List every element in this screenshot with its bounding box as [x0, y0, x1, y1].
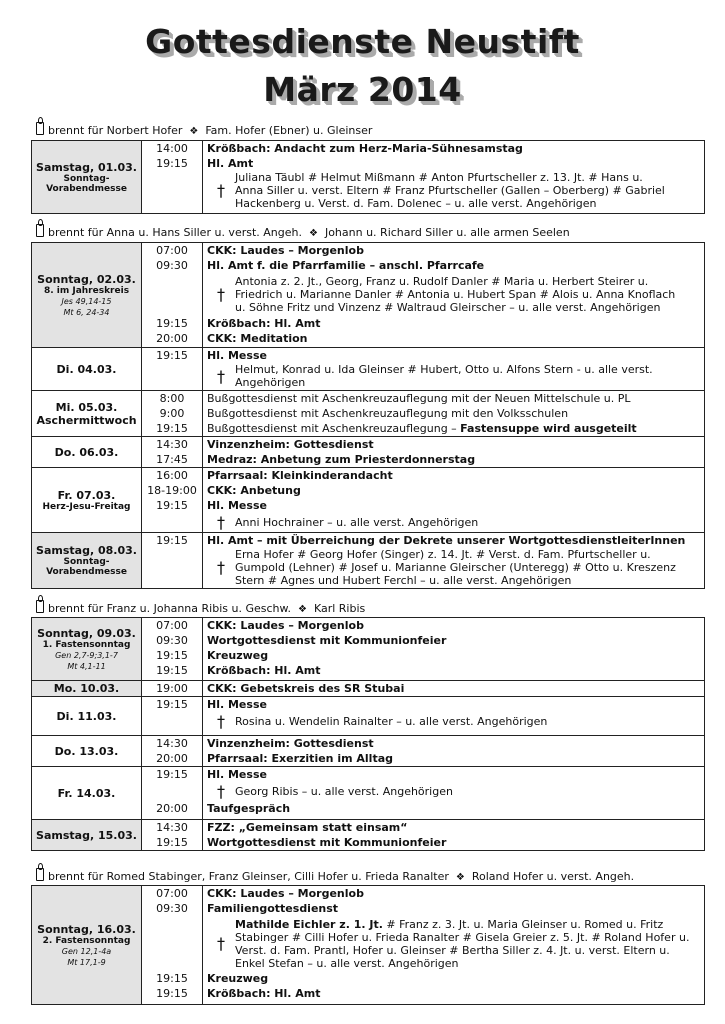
cross-icon: †: [217, 181, 225, 200]
time: 19:15: [156, 422, 188, 435]
table-row: [32, 681, 705, 697]
day-cell: [32, 820, 142, 851]
mass-intentions: [207, 548, 704, 587]
day-sub: 8. im Jahreskreis: [43, 285, 130, 296]
candle-icon: [36, 224, 44, 237]
time: 19:15: [156, 649, 188, 662]
mass-intentions: [207, 712, 704, 731]
time-cell: [142, 243, 203, 348]
day-cell: [32, 697, 142, 736]
reading: Mt 4,1-11: [67, 661, 106, 671]
intention-line: Gumpold (Lehner) # Josef u. Marianne Gleirscher (Unteregg) # Otto u. Kreszenz: [235, 561, 676, 574]
cross-icon: †: [217, 782, 225, 801]
candle-dedication: [36, 599, 365, 615]
time-cell: [142, 348, 203, 391]
event-cell: [203, 348, 705, 391]
intention-line: u. Söhne Fritz und Vinzenz # Waltraud Gleirscher – u. alle verst. Angehörigen: [235, 301, 661, 314]
time-cell: [142, 468, 203, 533]
day-cell: [32, 391, 142, 437]
event: CKK: Anbetung: [207, 484, 301, 497]
candle-icon: [36, 868, 44, 881]
candle-right: Fam. Hofer (Ebner) u. Gleinser: [205, 124, 373, 137]
event-cell: [203, 141, 705, 214]
intention-line: Georg Ribis – u. alle verst. Angehörigen: [235, 785, 453, 798]
day-name: Samstag, 08.03.: [36, 544, 137, 557]
candle-right: Roland Hofer u. verst. Angeh.: [471, 870, 635, 883]
reading: Jes 49,14-15: [61, 296, 112, 306]
intention-line: Anna Siller u. verst. Eltern # Franz Pfurtscheller (Gallen – Oberberg) # Gabriel: [235, 184, 665, 197]
event-cell: [203, 391, 705, 437]
day-sub: 1. Fastensonntag: [42, 639, 131, 650]
event-text: Bußgottesdienst mit Aschenkreuzauflegung –: [207, 422, 461, 435]
day-cell: [32, 618, 142, 681]
time: 07:00: [156, 244, 188, 257]
intention-line: Helmut, Konrad u. Ida Gleinser # Hubert, Otto u. Alfons Stern - u. alle verst.: [235, 363, 653, 376]
day-name: Do. 13.03.: [54, 744, 119, 758]
event: Vinzenzheim: Gottesdienst: [207, 438, 374, 451]
event: Hl. Amt: [207, 157, 254, 170]
table-row: [32, 697, 705, 736]
day-sub: 2. Fastensonntag: [42, 935, 131, 946]
table-row: [32, 141, 705, 214]
event: Wortgottesdienst mit Kommunionfeier: [207, 836, 447, 849]
time: 19:15: [156, 664, 188, 677]
intention-line: Rosina u. Wendelin Rainalter – u. alle verst. Angehörigen: [235, 715, 548, 728]
schedule-table: [31, 617, 705, 851]
cross-icon: †: [217, 366, 225, 386]
event: Hl. Messe: [207, 768, 267, 781]
day-name: Samstag, 01.03.: [36, 160, 137, 174]
cross-icon: †: [217, 285, 225, 304]
time-cell: [142, 533, 203, 589]
intention-highlight: Mathilde Eichler z. 1. Jt.: [235, 917, 383, 931]
day-cell: [32, 736, 142, 767]
time: 19:15: [156, 972, 188, 985]
time: 19:15: [156, 157, 188, 170]
event-cell: [203, 437, 705, 468]
event: Bußgottesdienst mit Aschenkreuzauflegung mit der Neuen Mittelschule u. PL: [207, 392, 631, 405]
day-name: Di. 04.03.: [56, 362, 117, 376]
candle-icon: [36, 600, 44, 613]
table-row: [32, 767, 705, 820]
event: Familiengottesdienst: [207, 902, 339, 915]
page-title: Gottesdienste Neustift: [145, 22, 580, 61]
time-cell: [142, 618, 203, 681]
separator-icon: ❖: [189, 126, 199, 137]
event: Hl. Messe: [207, 349, 267, 362]
candle-dedication: [36, 867, 634, 883]
event-cell: [203, 886, 705, 1005]
candle-right: Johann u. Richard Siller u. alle armen Seelen: [324, 226, 570, 239]
day-name: Sonntag, 09.03.: [37, 626, 136, 640]
table-row: [32, 243, 705, 348]
table-row: [32, 533, 705, 589]
day-cell: [32, 348, 142, 391]
schedule-table: [31, 242, 705, 589]
event: Medraz: Anbetung zum Priesterdonnerstag: [207, 453, 476, 466]
candle-left: brennt für Romed Stabinger, Franz Gleinser, Cilli Hofer u. Frieda Ranalter: [48, 870, 449, 883]
intention-line: Stern # Agnes und Hubert Ferchl – u. alle verst. Angehörigen: [235, 574, 572, 587]
time: 09:30: [156, 634, 188, 647]
time: 20:00: [156, 752, 188, 765]
day-name: Samstag, 15.03.: [36, 828, 137, 842]
page-subtitle: März 2014: [263, 70, 462, 109]
event: Krößbach: Hl. Amt: [207, 317, 321, 330]
event: Krößbach: Andacht zum Herz-Maria-Sühnesamstag: [207, 142, 523, 155]
mass-intentions: [207, 363, 704, 389]
event-cell: [203, 533, 705, 589]
table-row: [32, 348, 705, 391]
event: Krößbach: Hl. Amt: [207, 987, 321, 1000]
event: [207, 421, 704, 436]
time: 19:15: [156, 836, 188, 849]
table-row: [32, 391, 705, 437]
event-cell: [203, 767, 705, 820]
day-cell: [32, 437, 142, 468]
time: 9:00: [159, 407, 185, 420]
event: Hl. Messe: [207, 698, 267, 711]
event: Hl. Amt f. die Pfarrfamilie – anschl. Pfarrcafe: [207, 259, 485, 272]
time-cell: [142, 886, 203, 1005]
time-cell: [142, 141, 203, 214]
time: 09:30: [156, 259, 188, 272]
event-cell: [203, 697, 705, 736]
reading: Mt 17,1-9: [67, 957, 106, 967]
day-name: Mi. 05.03.: [55, 400, 118, 414]
day-sub: Vorabendmesse: [46, 183, 127, 194]
event: FZZ: „Gemeinsam statt einsam“: [207, 821, 408, 834]
reading: Gen 12,1-4a: [61, 946, 112, 956]
event: CKK: Gebetskreis des SR Stubai: [207, 682, 405, 695]
event: Kreuzweg: [207, 649, 269, 662]
table-row: [32, 736, 705, 767]
event-cell: [203, 820, 705, 851]
event-cell: [203, 681, 705, 697]
intention-line: Friedrich u. Marianne Danler # Antonia u. Hubert Span # Alois u. Anna Knoflach: [235, 288, 676, 301]
time: 14:30: [156, 737, 188, 750]
event: Hl. Messe: [207, 499, 267, 512]
intention-line: Anni Hochrainer – u. alle verst. Angehörigen: [235, 516, 479, 529]
time: 19:15: [156, 987, 188, 1000]
day-cell: [32, 243, 142, 348]
time: 07:00: [156, 619, 188, 632]
mass-intentions: [207, 782, 704, 801]
intention-line: Erna Hofer # Georg Hofer (Singer) z. 14. Jt. # Verst. d. Fam. Pfurtscheller u.: [235, 548, 651, 561]
time: 17:45: [156, 453, 188, 466]
time: 19:15: [156, 534, 188, 547]
day-name: Fr. 07.03.: [57, 488, 116, 502]
intention-line: Angehörigen: [235, 376, 306, 389]
candle-left: brennt für Anna u. Hans Siller u. verst. Angeh.: [48, 226, 302, 239]
cross-icon: †: [217, 558, 225, 577]
day-cell: [32, 886, 142, 1005]
schedule-table: [31, 885, 705, 1005]
mass-intentions: [207, 513, 704, 532]
candle-dedication: [36, 121, 372, 137]
time: 20:00: [156, 802, 188, 815]
day-name: Sonntag, 16.03.: [37, 922, 136, 936]
event: Kreuzweg: [207, 972, 269, 985]
intention-line: Juliana Täubl # Helmut Mißmann # Anton Pfurtscheller z. 13. Jt. # Hans u.: [235, 171, 643, 184]
separator-icon: ❖: [297, 604, 307, 615]
time: 14:00: [156, 142, 188, 155]
day-name: Sonntag, 02.03.: [37, 272, 136, 286]
event: Vinzenzheim: Gottesdienst: [207, 737, 374, 750]
day-name: Fr. 14.03.: [57, 786, 116, 800]
day-sub: Aschermittwoch: [36, 413, 137, 427]
event-cell: [203, 618, 705, 681]
day-name: Di. 11.03.: [56, 709, 117, 723]
cross-icon: †: [217, 934, 225, 953]
time: 16:00: [156, 469, 188, 482]
time: 19:15: [156, 698, 188, 711]
time-cell: [142, 767, 203, 820]
time: 14:30: [156, 438, 188, 451]
reading: Mt 6, 24-34: [63, 307, 110, 317]
cross-icon: †: [217, 712, 225, 731]
event-cell: [203, 736, 705, 767]
candle-dedication: [36, 223, 570, 239]
separator-icon: ❖: [455, 872, 465, 883]
day-cell: [32, 681, 142, 697]
table-row: [32, 820, 705, 851]
table-row: [32, 437, 705, 468]
day-name: Mo. 10.03.: [53, 682, 120, 695]
event: Krößbach: Hl. Amt: [207, 664, 321, 677]
time-cell: [142, 391, 203, 437]
day-cell: [32, 767, 142, 820]
time: 07:00: [156, 887, 188, 900]
intention-text: # Franz z. 3. Jt. u. Maria Gleinser u. Romed u. Fritz: [382, 917, 664, 931]
day-sub: Sonntag-: [63, 173, 110, 184]
time-cell: [142, 681, 203, 697]
separator-icon: ❖: [308, 228, 318, 239]
intention-line: Stabinger # Cilli Hofer u. Frieda Ranalter # Gisela Greier z. 5. Jt. # Roland Hofer u.: [235, 930, 690, 944]
event: CKK: Meditation: [207, 332, 308, 345]
mass-intentions: [207, 273, 704, 316]
reading: Gen 2,7-9;3,1-7: [55, 650, 118, 660]
time-cell: [142, 437, 203, 468]
time: 19:00: [156, 682, 188, 695]
day-cell: [32, 533, 142, 589]
intention-line: Verst. d. Fam. Prantl, Hofer u. Gleinser # Bertha Siller z. 4. Jt. u. verst. Eltern u.: [235, 943, 670, 957]
event: Hl. Amt – mit Überreichung der Dekrete unserer WortgottesdienstleiterInnen: [207, 534, 686, 547]
time: 14:30: [156, 821, 188, 834]
table-row: [32, 618, 705, 681]
event: Taufgespräch: [207, 802, 291, 815]
day-sub: Vorabendmesse: [46, 567, 127, 577]
mass-intentions: [207, 171, 704, 210]
time-cell: [142, 697, 203, 736]
intention-line: Hackenberg u. Verst. d. Fam. Dolenec – u. alle verst. Angehörigen: [235, 197, 597, 210]
event: Bußgottesdienst mit Aschenkreuzauflegung mit den Volksschulen: [207, 407, 569, 420]
cross-icon: †: [217, 513, 225, 532]
time: 20:00: [156, 332, 188, 345]
day-cell: [32, 141, 142, 214]
time: 19:15: [156, 499, 188, 512]
table-row: [32, 886, 705, 1005]
intention-line: [235, 918, 689, 931]
day-sub: Sonntag-: [63, 557, 110, 567]
time-cell: [142, 820, 203, 851]
time: 18-19:00: [147, 484, 197, 497]
time: 19:15: [156, 349, 188, 362]
intention-line: Enkel Stefan – u. alle verst. Angehörigen: [235, 956, 459, 970]
day-cell: [32, 468, 142, 533]
time: 19:15: [156, 768, 188, 781]
event: Wortgottesdienst mit Kommunionfeier: [207, 634, 447, 647]
candle-left: brennt für Franz u. Johanna Ribis u. Geschw.: [48, 602, 291, 615]
time: 09:30: [156, 902, 188, 915]
table-row: [32, 468, 705, 533]
event: CKK: Laudes – Morgenlob: [207, 244, 364, 257]
event: Pfarrsaal: Kleinkinderandacht: [207, 469, 393, 482]
time: 8:00: [159, 392, 185, 405]
event: CKK: Laudes – Morgenlob: [207, 887, 364, 900]
time: 19:15: [156, 317, 188, 330]
schedule-table: [31, 140, 705, 214]
day-name: Do. 06.03.: [54, 445, 119, 459]
time-cell: [142, 736, 203, 767]
day-sub: Herz-Jesu-Freitag: [42, 501, 131, 512]
intention-line: Antonia z. 2. Jt., Georg, Franz u. Rudolf Danler # Maria u. Herbert Steirer u.: [235, 275, 649, 288]
event-highlight: Fastensuppe wird ausgeteilt: [460, 422, 637, 435]
event: Pfarrsaal: Exerzitien im Alltag: [207, 752, 394, 765]
candle-icon: [36, 122, 44, 135]
event: CKK: Laudes – Morgenlob: [207, 619, 364, 632]
event-cell: [203, 468, 705, 533]
mass-intentions: [207, 916, 704, 971]
candle-left: brennt für Norbert Hofer: [48, 124, 183, 137]
candle-right: Karl Ribis: [313, 602, 366, 615]
event-cell: [203, 243, 705, 348]
